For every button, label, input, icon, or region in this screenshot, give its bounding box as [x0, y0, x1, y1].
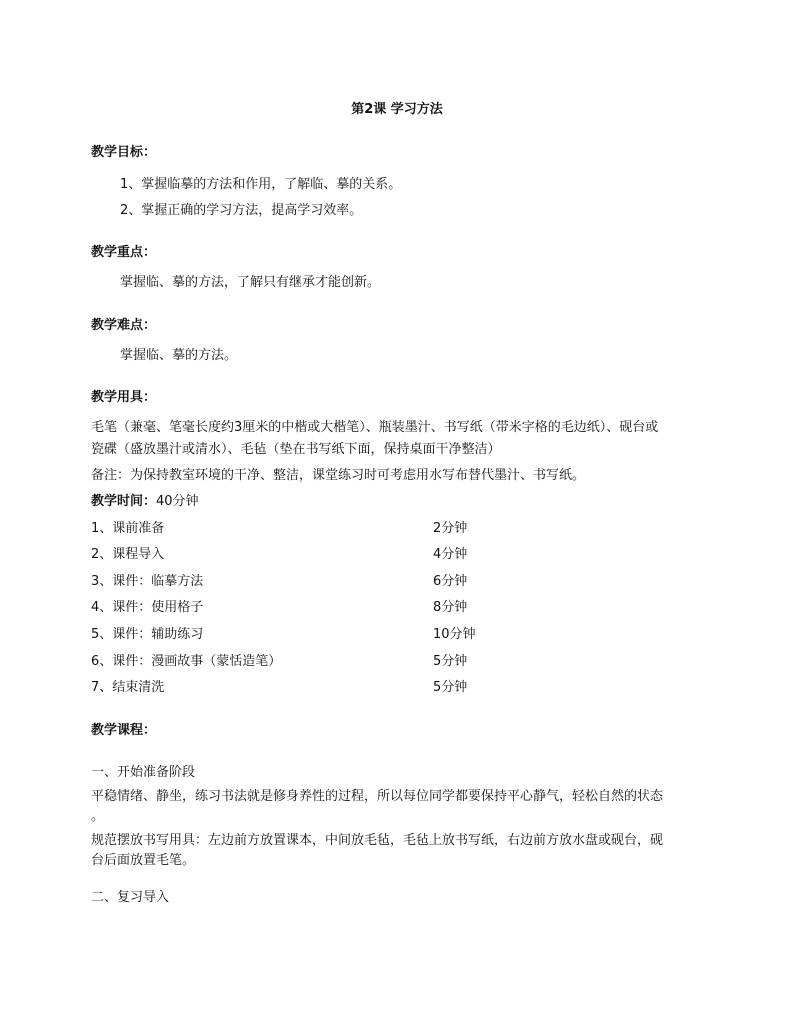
objectives-heading: 教学目标：: [91, 145, 157, 160]
time-step: 1、课前准备: [91, 521, 165, 536]
time-step: 5、课件：辅助练习: [91, 627, 204, 642]
difficulties-text: 掌握临、摹的方法。: [120, 348, 238, 363]
time-total: 40分钟: [156, 494, 199, 509]
tools-note: 备注：为保持教室环境的干净、整洁，课堂练习时可考虑用水写布替代墨汁、书写纸。: [91, 468, 586, 483]
paragraph-line: 平稳情绪、静坐，练习书法就是修身养性的过程，所以每位同学都要保持平心静气，轻松自然的状态: [91, 789, 664, 804]
process-heading: 教学课程：: [91, 723, 157, 738]
key-points-heading: 教学重点：: [91, 245, 157, 260]
time-step: 3、课件：临摹方法: [91, 574, 204, 589]
paragraph-line: 。: [91, 809, 105, 824]
time-step: 7、结束清洗: [91, 680, 165, 695]
time-line: [91, 493, 199, 510]
time-duration: 5分钟: [433, 680, 468, 695]
section-title: 二、复习导入: [91, 890, 170, 905]
objective-item: 1、掌握临摹的方法和作用，了解临、摹的关系。: [120, 177, 402, 192]
time-duration: 2分钟: [433, 521, 468, 536]
key-points-text: 掌握临、摹的方法，了解只有继承才能创新。: [120, 275, 381, 290]
time-step: 4、课件：使用格子: [91, 600, 204, 615]
section-title: 一、开始准备阶段: [91, 765, 196, 780]
tools-heading: 教学用具：: [91, 390, 157, 405]
time-duration: 6分钟: [433, 574, 468, 589]
paragraph-line: 规范摆放书写用具：左边前方放置课本，中间放毛毡，毛毡上放书写纸，右边前方放水盘或砚台，砚: [91, 833, 664, 848]
time-step: 6、课件：漫画故事（蒙恬造笔）: [91, 654, 282, 669]
time-heading: 教学时间：: [91, 494, 157, 509]
paragraph-line: 台后面放置毛笔。: [91, 853, 196, 868]
time-duration: 4分钟: [433, 547, 468, 562]
tools-text-line: 毛笔（兼毫、笔毫长度约3厘米的中楷或大楷笔）、瓶装墨汁、书写纸（带米字格的毛边纸）、砚台或: [91, 420, 659, 435]
tools-text-line: 瓷碟（盛放墨汁或清水）、毛毡（垫在书写纸下面，保持桌面干净整洁）: [91, 442, 501, 457]
page-title: 第2课 学习方法: [351, 102, 443, 117]
difficulties-heading: 教学难点：: [91, 318, 157, 333]
time-duration: 10分钟: [433, 627, 476, 642]
time-duration: 5分钟: [433, 654, 468, 669]
objective-item: 2、掌握正确的学习方法，提高学习效率。: [120, 203, 363, 218]
time-duration: 8分钟: [433, 600, 468, 615]
time-step: 2、课程导入: [91, 547, 165, 562]
